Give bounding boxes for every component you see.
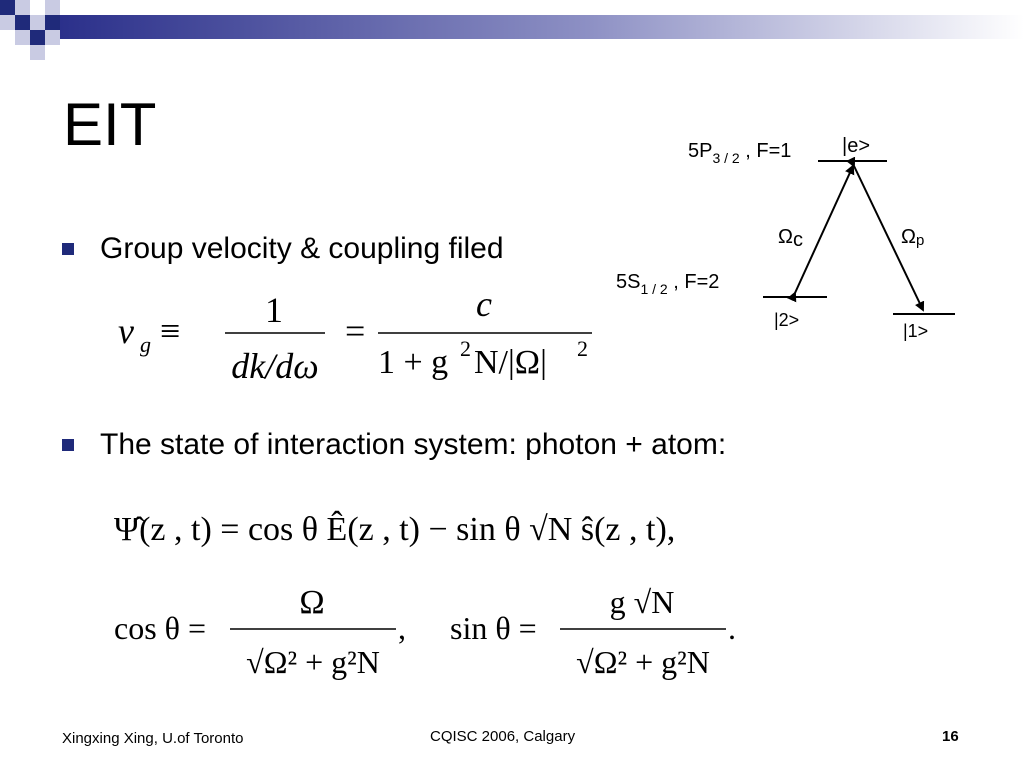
excited-state-ket: |e> xyxy=(842,135,870,157)
state-equation xyxy=(110,500,750,560)
sin-theta-num: g √N xyxy=(609,584,675,620)
eq-frac2-den-exp1: 2 xyxy=(460,336,471,361)
eq-frac2-den-b: N/|Ω| xyxy=(474,344,547,381)
eq-frac2-den-a: 1 + g xyxy=(378,344,449,381)
eq-frac2-den-exp2: 2 xyxy=(577,336,588,361)
cos-theta-comma: , xyxy=(398,610,406,646)
eq-v-subscript: g xyxy=(140,332,151,357)
corner-decoration xyxy=(0,0,1024,70)
bullet-state-system xyxy=(62,428,726,462)
ket-1-label: |1> xyxy=(903,321,929,341)
eq-frac1-num: 1 xyxy=(265,290,283,330)
footer-author: Xingxing Xing, U.of Toronto xyxy=(62,730,244,747)
coupling-arrow xyxy=(795,166,853,293)
cos-theta-lhs: cos θ = xyxy=(114,610,207,646)
bullet-group-velocity xyxy=(62,232,504,266)
ground-level-label: $5S_{1 / 2}$ , F=2 xyxy=(616,271,720,297)
footer-page-number: 16 xyxy=(942,728,959,745)
sin-theta-lhs: sin θ = xyxy=(450,610,537,646)
theta-equations xyxy=(110,575,760,690)
sin-theta-den: √Ω² + g²N xyxy=(576,644,710,680)
bullet-text: Group velocity & coupling filed xyxy=(100,232,504,265)
sin-theta-period: . xyxy=(728,610,736,646)
energy-level-diagram xyxy=(610,130,970,345)
group-velocity-equation xyxy=(110,290,600,390)
probe-label: Ωp xyxy=(901,226,925,249)
eq-v: v xyxy=(118,311,134,351)
header-gradient-band xyxy=(55,15,1024,39)
coupling-label: Ωc xyxy=(778,226,803,251)
excited-level-label: $5P_{3 / 2}$ , F=1 xyxy=(688,140,792,166)
eq-equals: = xyxy=(345,311,366,351)
footer-conference: CQISC 2006, Calgary xyxy=(430,728,576,745)
cos-theta-den: √Ω² + g²N xyxy=(246,644,380,680)
state-equation-text: Ψ̂(z , t) = cos θ Ê(z , t) − sin θ √N ŝ(z , t), xyxy=(114,511,676,548)
bullet-square-icon xyxy=(62,439,74,451)
eq-equiv: ≡ xyxy=(160,311,181,351)
eq-frac1-den: dk/dω xyxy=(231,346,319,386)
eq-frac2-num: c xyxy=(476,290,492,324)
bullet-text: The state of interaction system: photon + atom: xyxy=(100,428,727,461)
ket-2-label: |2> xyxy=(774,310,800,330)
bullet-square-icon xyxy=(62,243,74,255)
cos-theta-num: Ω xyxy=(299,584,325,621)
slide-title: EIT xyxy=(63,91,157,158)
